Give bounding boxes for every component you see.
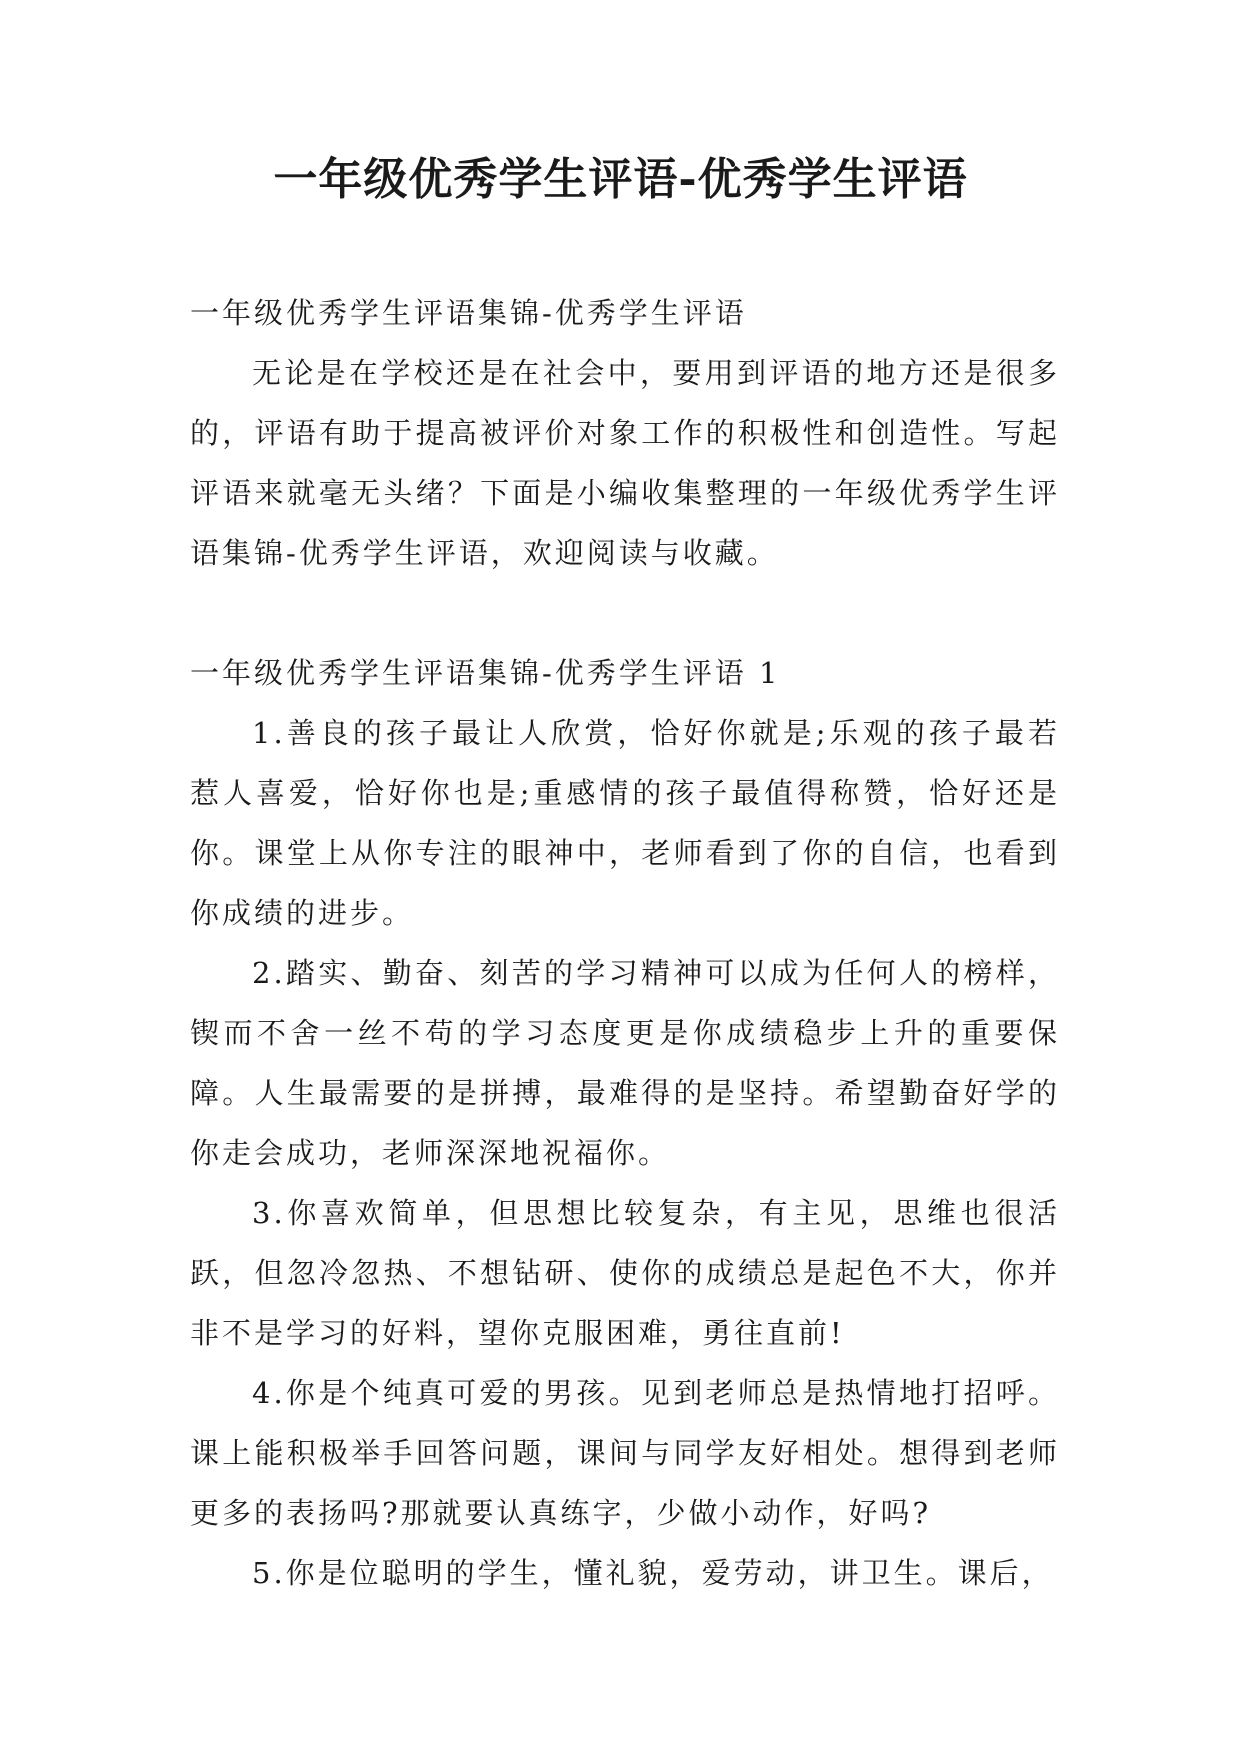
section-spacer bbox=[190, 583, 1060, 643]
intro-paragraph: 无论是在学校还是在社会中，要用到评语的地方还是很多的，评语有助于提高被评价对象工作的积极性和创造性。写起评语来就毫无头绪？下面是小编收集整理的一年级优秀学生评语集锦-优秀学生评语，欢迎阅读与收藏。 bbox=[190, 356, 1060, 570]
comment-item-5: 5.你是位聪明的学生，懂礼貌，爱劳动，讲卫生。课后， bbox=[252, 1556, 1054, 1590]
document-title: 一年级优秀学生评语-优秀学生评语 bbox=[273, 154, 968, 205]
section-heading: 一年级优秀学生评语集锦-优秀学生评语 1 bbox=[190, 656, 781, 690]
comment-item-1: 1.善良的孩子最让人欣赏，恰好你就是;乐观的孩子最若惹人喜爱，恰好你也是;重感情的孩子最值得称赞，恰好还是你。课堂上从你专注的眼神中，老师看到了你的自信，也看到你成绩的进步。 bbox=[190, 716, 1060, 930]
document-body bbox=[190, 283, 1060, 1603]
comment-item-4: 4.你是个纯真可爱的男孩。见到老师总是热情地打招呼。课上能积极举手回答问题，课间与同学友好相处。想得到老师更多的表扬吗?那就要认真练字，少做小动作，好吗? bbox=[190, 1376, 1060, 1530]
comment-item-3: 3.你喜欢简单，但思想比较复杂，有主见，思维也很活跃，但忽冷忽热、不想钻研、使你的成绩总是起色不大，你并非不是学习的好料，望你克服困难，勇往直前! bbox=[190, 1196, 1060, 1350]
comment-item-2: 2.踏实、勤奋、刻苦的学习精神可以成为任何人的榜样，锲而不舍一丝不苟的学习态度更是你成绩稳步上升的重要保障。人生最需要的是拼搏，最难得的是坚持。希望勤奋好学的你走会成功，老师深深地祝福你。 bbox=[190, 956, 1060, 1170]
intro-heading: 一年级优秀学生评语集锦-优秀学生评语 bbox=[190, 296, 747, 330]
